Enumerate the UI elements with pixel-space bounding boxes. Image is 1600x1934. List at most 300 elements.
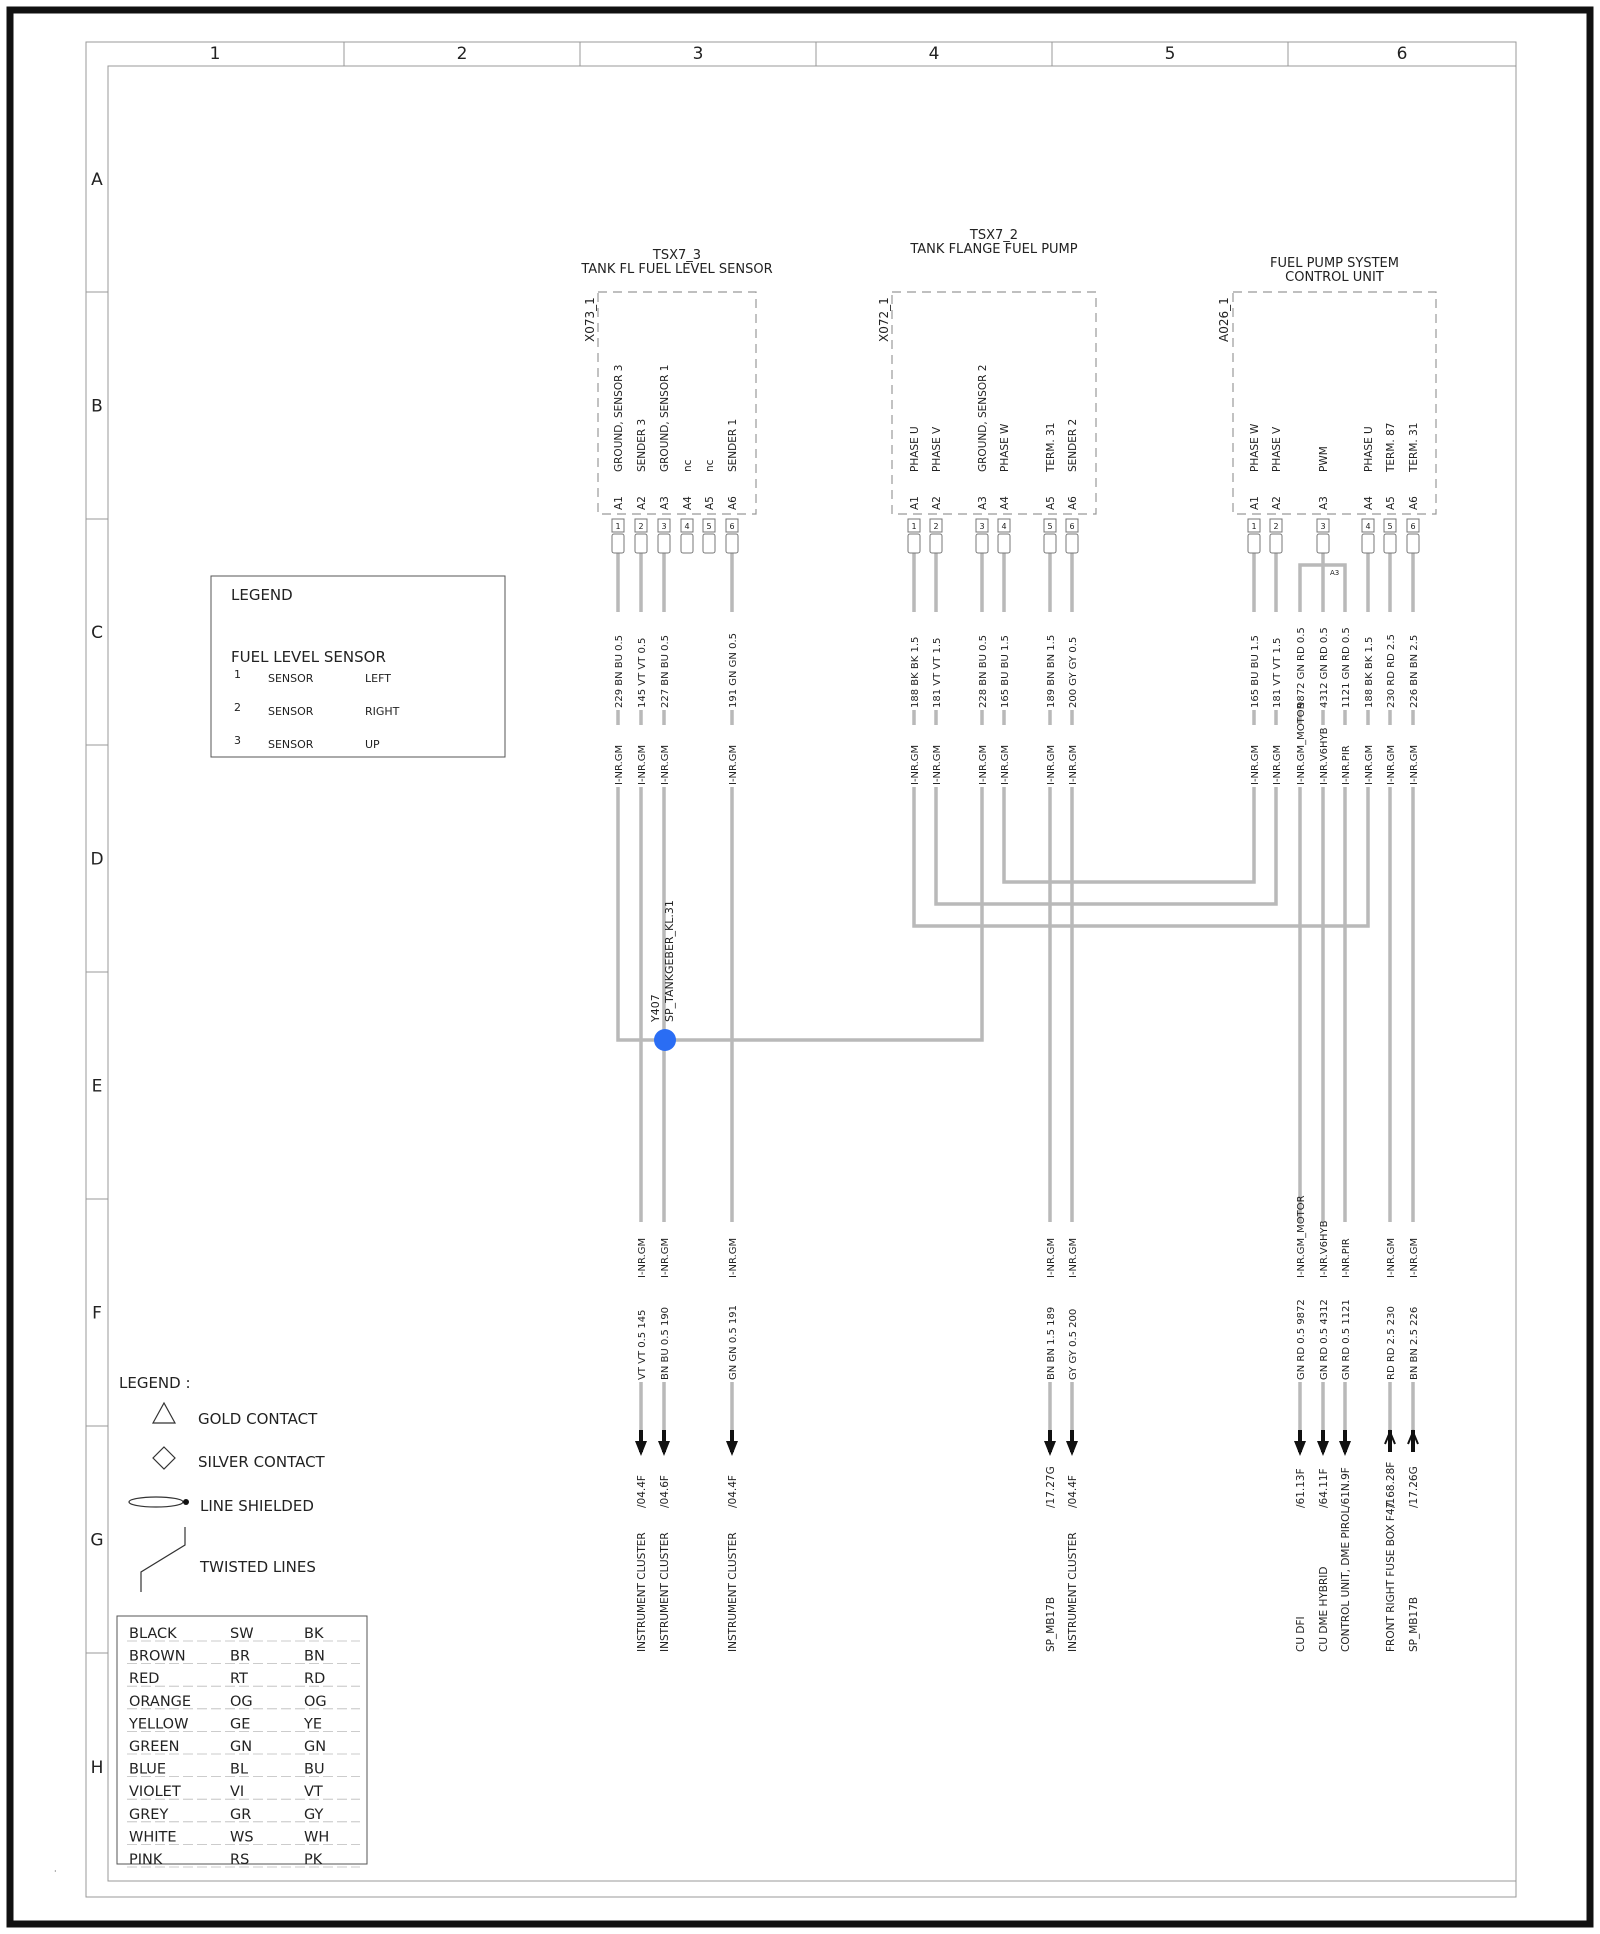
pin-socket-icon: [1066, 534, 1078, 553]
wire-top-label: [1293, 612, 1307, 787]
color-name: ORANGE: [129, 1693, 192, 1710]
component-name: TSX7_2: [969, 228, 1019, 243]
destination-label: SP_MB17B: [1045, 1596, 1057, 1652]
wire-top-label: [1383, 612, 1397, 787]
arrow-down-icon: [1317, 1441, 1329, 1456]
pin-number: 2: [1273, 522, 1279, 531]
pin-label: A4: [1363, 496, 1375, 510]
color-code-row: [127, 1784, 360, 1800]
wire-destination[interactable]: [1383, 1222, 1397, 1652]
svg-text:·: ·: [54, 1867, 57, 1876]
wire-spec: VT VT 0.5 145: [637, 1309, 648, 1380]
page-reference: /168.28F: [1385, 1461, 1397, 1508]
color-name: GREEN: [129, 1739, 180, 1755]
pin-function: SENDER 2: [1067, 418, 1079, 472]
wire-top-label: [1269, 612, 1283, 787]
color-code-row: [127, 1716, 360, 1732]
pin-socket-icon: [908, 534, 920, 553]
pin-number: 6: [729, 522, 735, 531]
pin-label: A3: [659, 496, 671, 510]
pin-socket-icon: [703, 534, 715, 553]
pin-label: A3: [977, 496, 989, 510]
wire-destination[interactable]: [634, 1222, 648, 1652]
wire-harness: I-NR.GM: [1046, 744, 1057, 785]
arrow-down-icon: [1066, 1441, 1078, 1456]
component-ref: A026_1: [1217, 297, 1231, 342]
wire-harness: I-NR.GM: [728, 744, 739, 785]
color-code-de: RS: [230, 1852, 250, 1868]
pin-A3[interactable]: [1317, 446, 1330, 553]
color-code-de: GR: [230, 1806, 252, 1823]
pin-number: 4: [1365, 522, 1371, 531]
color-code-de: GE: [230, 1716, 251, 1733]
pin-A2[interactable]: [635, 419, 648, 553]
color-name: BLUE: [129, 1761, 167, 1778]
row-label-E: E: [91, 1076, 103, 1097]
pin-number: 1: [615, 522, 621, 531]
pin-A2[interactable]: [930, 426, 943, 553]
wire-harness: I-NR.GM: [1272, 744, 1283, 785]
wire-spec: 230 RD RD 2.5: [1386, 634, 1397, 708]
symbols-legend-title: LEGEND :: [119, 1374, 191, 1392]
row-label-G: G: [90, 1530, 104, 1551]
pin-A3[interactable]: [658, 365, 671, 553]
color-code-table: [117, 1616, 367, 1868]
component-outline: [892, 292, 1096, 514]
wire-spec: 181 VT VT 1.5: [932, 637, 943, 708]
pin-socket-icon: [1270, 534, 1282, 553]
legend-sensor-text: SENSOR: [268, 672, 314, 685]
color-code-row: [127, 1762, 360, 1778]
color-code-en: OG: [304, 1693, 327, 1710]
wire-harness: I-NR.GM: [1386, 1237, 1397, 1278]
silver-contact-icon: [153, 1447, 175, 1469]
pin-socket-icon: [930, 534, 942, 553]
arrow-down-icon: [1339, 1441, 1351, 1456]
destination-label: CONTROL UNIT, DME PIROL: [1340, 1507, 1352, 1652]
arrow-down-icon: [1044, 1441, 1056, 1456]
pin-A6[interactable]: [726, 419, 739, 553]
wire-destination[interactable]: [1406, 1222, 1420, 1652]
pin-function: TERM. 31: [1408, 422, 1420, 472]
wire-harness: I-NR.GM_MOTOR: [1296, 1195, 1307, 1278]
color-code-row: [127, 1671, 360, 1687]
legend-row: [234, 668, 391, 685]
legend-number: 1: [234, 668, 241, 681]
color-code-en: GY: [304, 1806, 324, 1823]
pin-label: A2: [1271, 496, 1283, 510]
pin-number: 6: [1069, 522, 1075, 531]
splice-id: Y407: [649, 994, 662, 1022]
line-shielded-icon: [129, 1497, 183, 1507]
wire-harness: I-NR.GM: [1000, 744, 1011, 785]
pin-function: PHASE V: [1271, 426, 1283, 472]
pin-A5[interactable]: [1044, 423, 1057, 553]
wire-top-label: [907, 612, 921, 787]
wire-harness: I-NR.GM: [1068, 1237, 1079, 1278]
pin-label: A2: [636, 496, 648, 510]
pin-function: nc: [704, 459, 716, 472]
pin-number: 5: [706, 522, 712, 531]
pin-number: 3: [661, 522, 667, 531]
component-tsx7_2[interactable]: [877, 228, 1096, 553]
wire-destination[interactable]: [1338, 1222, 1352, 1652]
wire-top-label: [657, 612, 671, 787]
pin-A5[interactable]: [1384, 423, 1397, 553]
wire-harness: I-NR.GM: [1250, 744, 1261, 785]
pin-socket-icon: [1248, 534, 1260, 553]
pin-label: A1: [909, 496, 921, 510]
wire-spec: GY GY 0.5 200: [1068, 1308, 1079, 1380]
pin-A1[interactable]: [1248, 423, 1261, 553]
destination-label: CU DME HYBRID: [1318, 1566, 1330, 1652]
component-a026[interactable]: [1217, 256, 1436, 553]
wire-harness: I-NR.GM: [728, 1237, 739, 1278]
pin-function: nc: [682, 459, 694, 472]
legend-position-text: UP: [365, 738, 380, 751]
destination-label: INSTRUMENT CLUSTER: [659, 1532, 671, 1652]
color-code-en: VT: [304, 1784, 323, 1801]
twisted-lines-icon: [141, 1527, 185, 1592]
wire-spec: 227 BN BU 0.5: [660, 634, 671, 708]
color-code-row: [127, 1807, 360, 1823]
row-label-C: C: [91, 623, 103, 643]
component-ref: X072_1: [877, 297, 891, 342]
row-label-H: H: [90, 1758, 104, 1778]
page-reference: /04.4F: [636, 1475, 648, 1508]
pin-label: A5: [704, 496, 716, 510]
wire-top-label: [1247, 612, 1261, 787]
page-reference: /04.6F: [659, 1475, 671, 1508]
wire-harness: I-NR.GM: [1386, 744, 1397, 785]
wire-spec: 228 BN BU 0.5: [978, 634, 989, 708]
wire-top-label: [1065, 612, 1079, 787]
color-code-de: GN: [230, 1739, 253, 1755]
gold-contact-icon: [153, 1403, 175, 1423]
wire-spec: 200 GY GY 0.5: [1068, 636, 1079, 708]
pin-function: GROUND, SENSOR 3: [613, 364, 625, 472]
wire-spec: GN GN 0.5 191: [728, 1305, 739, 1380]
color-code-row: [127, 1626, 360, 1642]
pin-function: TERM. 31: [1045, 422, 1057, 472]
column-label-3: 3: [692, 44, 704, 64]
wire-harness: I-NR.GM: [1409, 1237, 1420, 1278]
pin-socket-icon: [1317, 534, 1329, 553]
color-code-en: BU: [304, 1761, 325, 1778]
color-name: WHITE: [129, 1829, 177, 1846]
color-code-de: RT: [230, 1671, 248, 1688]
pin-number: 4: [1001, 522, 1007, 531]
wire-top-label: [634, 612, 648, 787]
wire-harness: I-NR.GM: [660, 744, 671, 785]
wire-spec: 145 VT VT 0.5: [637, 637, 648, 708]
wire-top-label: [975, 612, 989, 787]
wire-destination[interactable]: [1065, 1222, 1079, 1652]
pin-function: PHASE U: [909, 426, 921, 472]
pin-function: PHASE W: [999, 423, 1011, 472]
wire-top-label: [725, 612, 739, 787]
color-code-de: BL: [230, 1761, 249, 1778]
pin-label: A6: [1408, 496, 1420, 510]
arrow-down-icon: [726, 1441, 738, 1456]
pin-socket-icon: [612, 534, 624, 553]
wire-harness: I-NR.GM_MOTOR: [1296, 702, 1307, 785]
wire-top-label: [611, 612, 625, 787]
splice-name: SP_TANKGEBER_KL.31: [663, 900, 676, 1022]
wire-harness: I-NR.GM: [660, 1237, 671, 1278]
legend-number: 2: [234, 701, 241, 714]
color-code-de: OG: [230, 1693, 253, 1710]
line-shielded-label: LINE SHIELDED: [200, 1497, 314, 1515]
twisted-lines-label: TWISTED LINES: [200, 1558, 316, 1576]
pin-socket-icon: [1044, 534, 1056, 553]
pin-A1[interactable]: [908, 426, 921, 553]
component-ref: X073_1: [583, 297, 597, 342]
color-code-row: [127, 1852, 360, 1868]
page-reference: /61N.9F: [1340, 1467, 1352, 1508]
color-name: VIOLET: [129, 1784, 181, 1801]
color-code-en: BN: [304, 1648, 325, 1665]
page-reference: /17.27G: [1045, 1466, 1057, 1508]
component-tsx7_3[interactable]: [580, 248, 772, 553]
color-code-de: BR: [230, 1648, 251, 1665]
wire-destination[interactable]: [725, 1222, 739, 1652]
wire-spec: 165 BU BU 1.5: [1250, 635, 1261, 708]
pin-number: 1: [911, 522, 917, 531]
wire-destination[interactable]: [1316, 1220, 1330, 1652]
wire-harness: I-NR.GM: [614, 744, 625, 785]
pin-socket-icon: [681, 534, 693, 553]
color-code-en: YE: [304, 1716, 323, 1733]
destination-label: INSTRUMENT CLUSTER: [727, 1532, 739, 1652]
wire-harness: I-NR.GM: [978, 744, 989, 785]
wire-top-label: [1338, 612, 1352, 787]
pin-number: 5: [1387, 522, 1393, 531]
color-name: BLACK: [129, 1626, 177, 1642]
legend-position-text: LEFT: [365, 672, 391, 685]
line-shielded-dot-icon: [183, 1499, 189, 1505]
wire-spec: 1121 GN RD 0.5: [1341, 627, 1352, 708]
destination-label: SP_MB17B: [1408, 1596, 1420, 1652]
wire-top-label: [1361, 612, 1375, 787]
page-reference: /17.26G: [1408, 1466, 1420, 1508]
pin-A4[interactable]: [681, 459, 694, 553]
pin-function: SENDER 1: [727, 418, 739, 472]
wire-spec: 188 BK BK 1.5: [910, 636, 921, 708]
pin-socket-icon: [635, 534, 647, 553]
pin-A1[interactable]: [612, 365, 625, 553]
pin-label: A4: [999, 496, 1011, 510]
color-name: BROWN: [129, 1648, 186, 1665]
legend-sensor-text: SENSOR: [268, 705, 314, 718]
legend-fuel-level-sensor: [211, 576, 505, 757]
color-name: PINK: [129, 1852, 163, 1868]
color-code-row: [127, 1829, 360, 1845]
component-description: CONTROL UNIT: [1285, 270, 1384, 285]
wire-harness: I-NR.GM: [932, 744, 943, 785]
component-description: TANK FL FUEL LEVEL SENSOR: [581, 262, 773, 277]
wire-spec: BN BN 2.5 226: [1409, 1306, 1420, 1380]
color-code-en: PK: [304, 1852, 323, 1868]
pin-label: A1: [1249, 496, 1261, 510]
legend-subtitle: FUEL LEVEL SENSOR: [231, 648, 386, 666]
wire-phase-w[interactable]: [1004, 553, 1254, 882]
column-label-5: 5: [1164, 44, 1176, 64]
pin-function: PWM: [1318, 446, 1330, 472]
wire-spec: GN RD 0.5 4312: [1319, 1299, 1330, 1380]
pin-A6[interactable]: [1066, 419, 1079, 553]
row-label-F: F: [92, 1303, 102, 1324]
pin-label: A1: [613, 496, 625, 510]
wire-top-label: [1406, 612, 1420, 787]
row-label-A: A: [91, 170, 103, 190]
pin-function: PHASE V: [931, 426, 943, 472]
wire-spec: BN BN 1.5 189: [1046, 1306, 1057, 1380]
component-description: TANK FLANGE FUEL PUMP: [910, 242, 1078, 257]
component-name: FUEL PUMP SYSTEM: [1270, 256, 1399, 271]
wire-harness: I-NR.PIR: [1341, 745, 1352, 785]
wire-spec: 188 BK BK 1.5: [1364, 636, 1375, 708]
color-code-en: RD: [304, 1671, 326, 1688]
wire-spec: RD RD 2.5 230: [1386, 1306, 1397, 1380]
pin-A2[interactable]: [1270, 426, 1283, 553]
grid-frame-inner: [108, 66, 1516, 1881]
wire-spec: 4312 GN RD 0.5: [1319, 627, 1330, 708]
wire-harness: I-NR.GM: [1364, 744, 1375, 785]
pin-label: A3: [1318, 496, 1330, 510]
wire-spec: 181 VT VT 1.5: [1272, 637, 1283, 708]
wire-harness: I-NR.V6HYB: [1319, 1220, 1330, 1278]
color-name: GREY: [129, 1806, 169, 1823]
legend-position-text: RIGHT: [365, 705, 400, 718]
wire-harness: I-NR.GM: [910, 744, 921, 785]
color-code-en: GN: [304, 1739, 327, 1755]
column-label-6: 6: [1396, 44, 1408, 64]
destination-label: INSTRUMENT CLUSTER: [636, 1532, 648, 1652]
color-code-en: WH: [304, 1829, 330, 1846]
pin-function: TERM. 87: [1385, 422, 1397, 472]
color-code-row: [127, 1649, 360, 1665]
legend-title: LEGEND: [231, 586, 293, 604]
pwm-split-label: A3: [1330, 569, 1340, 577]
pin-number: 6: [1410, 522, 1416, 531]
color-code-en: BK: [304, 1626, 324, 1642]
color-code-de: SW: [230, 1626, 254, 1642]
wire-top-label: [1316, 612, 1330, 787]
pin-socket-icon: [1384, 534, 1396, 553]
destination-label: INSTRUMENT CLUSTER: [1067, 1532, 1079, 1652]
component-name: TSX7_3: [652, 248, 702, 263]
pin-socket-icon: [1407, 534, 1419, 553]
pin-socket-icon: [1362, 534, 1374, 553]
pin-number: 2: [638, 522, 644, 531]
pin-A4[interactable]: [1362, 426, 1375, 553]
wire-destination[interactable]: [657, 1222, 671, 1652]
legend-symbols: [119, 1374, 326, 1592]
silver-contact-label: SILVER CONTACT: [198, 1453, 325, 1471]
gold-contact-label: GOLD CONTACT: [198, 1410, 318, 1428]
color-code-de: VI: [230, 1784, 245, 1801]
pin-function: GROUND, SENSOR 2: [977, 364, 989, 472]
destination-label: CU DFI: [1295, 1616, 1307, 1652]
pin-label: A6: [727, 496, 739, 510]
pin-A4[interactable]: [998, 423, 1011, 553]
pin-socket-icon: [976, 534, 988, 553]
row-label-D: D: [90, 849, 104, 870]
pin-socket-icon: [998, 534, 1010, 553]
color-code-row: [127, 1694, 360, 1710]
component-outline: [1233, 292, 1436, 514]
pin-A3[interactable]: [976, 365, 989, 553]
wire-harness: I-NR.PIR: [1341, 1238, 1352, 1278]
destination-label: FRONT RIGHT FUSE BOX F47: [1385, 1501, 1397, 1652]
splice-dot[interactable]: [654, 1029, 676, 1051]
wire-spec: 9872 GN RD 0.5: [1296, 627, 1307, 708]
pin-number: 1: [1251, 522, 1257, 531]
wire-top-label: [1043, 612, 1057, 787]
pin-function: GROUND, SENSOR 1: [659, 364, 671, 472]
page-reference: /64.11F: [1318, 1468, 1330, 1508]
pin-number: 3: [979, 522, 985, 531]
pin-label: A5: [1385, 496, 1397, 510]
legend-number: 3: [234, 734, 241, 747]
legend-sensor-text: SENSOR: [268, 738, 314, 751]
wire-spec: 189 BN BN 1.5: [1046, 634, 1057, 708]
pin-function: SENDER 3: [636, 418, 648, 472]
wire-spec: BN BU 0.5 190: [660, 1306, 671, 1380]
page-reference: /04.4F: [727, 1475, 739, 1508]
color-name: RED: [129, 1671, 160, 1688]
pin-A5[interactable]: [703, 459, 716, 553]
color-name: YELLOW: [129, 1716, 189, 1733]
pin-label: A4: [682, 496, 694, 510]
column-label-1: 1: [209, 44, 221, 64]
wire-harness: I-NR.GM: [637, 1237, 648, 1278]
row-label-B: B: [91, 396, 103, 417]
wire-harness: I-NR.GM: [1046, 1237, 1057, 1278]
pin-socket-icon: [726, 534, 738, 553]
legend-row: [234, 734, 380, 751]
arrow-down-icon: [635, 1441, 647, 1456]
wire-destination[interactable]: [1043, 1222, 1057, 1652]
wire-spec: 165 BU BU 1.5: [1000, 635, 1011, 708]
legend-row: [234, 701, 400, 718]
column-label-2: 2: [456, 44, 468, 64]
wire-spec: GN RD 0.5 1121: [1341, 1299, 1352, 1380]
wire-harness: I-NR.V6HYB: [1319, 727, 1330, 785]
wire-top-label: [997, 612, 1011, 787]
color-code-row: [127, 1739, 360, 1755]
pin-number: 4: [684, 522, 690, 531]
pin-function: PHASE W: [1249, 423, 1261, 472]
wire-top-label: [929, 612, 943, 787]
pin-socket-icon: [658, 534, 670, 553]
pin-function: PHASE U: [1363, 426, 1375, 472]
wire-harness: I-NR.GM: [637, 744, 648, 785]
pin-number: 2: [933, 522, 939, 531]
pin-label: A5: [1045, 496, 1057, 510]
pin-label: A6: [1067, 496, 1079, 510]
page-reference: /04.4F: [1067, 1475, 1079, 1508]
wire-spec: 226 BN BN 2.5: [1409, 634, 1420, 708]
pin-number: 3: [1320, 522, 1326, 531]
arrow-down-icon: [1294, 1441, 1306, 1456]
wire-spec: 191 GN GN 0.5: [728, 633, 739, 708]
pin-label: A2: [931, 496, 943, 510]
pin-A6[interactable]: [1407, 423, 1420, 553]
wire-spec: GN RD 0.5 9872: [1296, 1299, 1307, 1380]
wire-spec: 229 BN BU 0.5: [614, 634, 625, 708]
